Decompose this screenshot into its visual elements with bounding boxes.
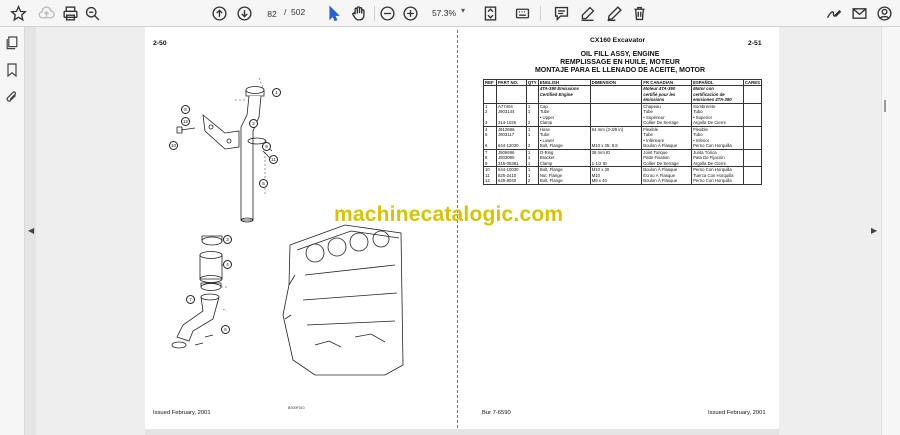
parts-table-body	[484, 86, 762, 185]
page-number-input[interactable]	[262, 6, 282, 21]
table-cell-dim: M10	[590, 173, 642, 179]
page-thumbnails-icon[interactable]	[4, 35, 21, 52]
table-cell-es: Pata De Fijación	[692, 155, 744, 161]
table-cell-part: A77404	[496, 103, 526, 109]
bookmarks-icon[interactable]	[4, 62, 21, 79]
table-cell-part: 644-10030	[496, 167, 526, 173]
document-background	[779, 27, 881, 435]
table-cell-ref: 1	[484, 103, 497, 109]
bookmark-star-icon[interactable]	[8, 3, 28, 23]
table-cell-part: J903117	[496, 132, 526, 138]
table-cell-ref: 12	[484, 178, 497, 184]
table-cell-qty: 1	[526, 103, 538, 109]
fill-sign-icon[interactable]	[823, 3, 843, 23]
page-separator: /	[284, 7, 287, 17]
table-cell-qty: 1	[526, 149, 538, 155]
table-cell-dim: M10 x 35; 8.8	[590, 143, 642, 149]
table-cell-fr: certifié pour les	[642, 92, 692, 98]
table-cell-ref: 7	[484, 149, 497, 155]
table-cell-dim: M8 x 40	[590, 178, 642, 184]
table-cell-part: 644-12030	[496, 143, 526, 149]
zoom-search-icon[interactable]	[82, 3, 102, 23]
callout-7: 7	[186, 295, 195, 304]
table-cell-qty: 1	[526, 167, 538, 173]
print-icon[interactable]	[60, 3, 80, 23]
callout-12: 12	[182, 119, 188, 124]
table-cell-qty: 2	[526, 120, 538, 126]
table-cell-fr: Boulon À Flasque	[642, 143, 692, 149]
table-cell-en: O-Ring	[538, 149, 590, 155]
table-cell-es: Junta Tórica	[692, 149, 744, 155]
table-cell-ref: 3	[484, 120, 497, 126]
table-cell-en: Clamp	[538, 161, 590, 167]
table-cell-fr: Patte Fixation	[642, 155, 692, 161]
toolbar-separator	[374, 6, 375, 21]
highlight-pen-icon[interactable]	[577, 3, 597, 23]
table-cell-es: emisiones 4TA-390	[692, 97, 744, 103]
table-cell-es: Tubo	[692, 109, 744, 115]
table-cell-fr: Joint Torique	[642, 149, 692, 155]
table-cell-es: Tuerca Con Horquilla	[692, 173, 744, 179]
table-cell-en: Clamp	[538, 120, 590, 126]
table-cell-es: Perno Con Horquilla	[692, 167, 744, 173]
toolbar	[0, 0, 900, 27]
callout-8: 8	[181, 105, 190, 114]
table-cell-dim: 64 mm (3-3/8 in)	[590, 126, 642, 132]
callout-2: 2	[249, 119, 258, 128]
footer-issued-right: Issued February, 2001	[708, 410, 766, 416]
table-cell-en: Cap	[538, 103, 590, 109]
left-sidebar	[0, 27, 25, 435]
parts-exploded-drawing	[165, 75, 415, 385]
page-up-icon[interactable]	[209, 3, 229, 23]
section-title-es: MONTAJE PARA EL LLENADO DE ACEITE, MOTOR	[534, 67, 706, 74]
col-fr-canadian: FR CANADIAN	[642, 80, 692, 86]
table-cell-en: 4TA-390 Emissions	[538, 86, 590, 92]
table-cell-es: Motor con	[692, 86, 744, 92]
spread-divider	[457, 30, 458, 428]
table-cell-ref: 9	[484, 161, 497, 167]
collapse-left-arrow-icon[interactable]: ◀	[28, 226, 35, 235]
delete-trash-icon[interactable]	[629, 3, 649, 23]
table-cell-ref: 2	[484, 109, 497, 115]
table-cell-ref: 10	[484, 167, 497, 173]
account-icon[interactable]	[874, 3, 894, 23]
col-english: ENGLISH	[538, 80, 590, 86]
table-cell-qty: 1	[526, 173, 538, 179]
section-title-en: OIL FILL ASSY, ENGINE	[580, 51, 660, 58]
table-cell-en: Bolt, Flange	[538, 167, 590, 173]
attachments-paperclip-icon[interactable]	[4, 89, 21, 106]
table-cell-es: certificación de	[692, 92, 744, 98]
table-cell-es: • Inferior	[692, 138, 744, 144]
upload-cloud-icon[interactable]	[36, 3, 56, 23]
callout-4: 4	[223, 260, 232, 269]
callout-3: 3	[223, 235, 232, 244]
table-cell-qty: 1	[526, 161, 538, 167]
table-cell-ref: 6	[484, 143, 497, 149]
table-cell-qty: 2	[526, 143, 538, 149]
table-cell-fr: Écrou À Flasque	[642, 173, 692, 179]
table-cell-ref: 5	[484, 132, 497, 138]
callout-1: 1	[272, 88, 281, 97]
right-page-number: 2-51	[748, 40, 762, 47]
table-cell-part: 315-05381	[496, 161, 526, 167]
table-cell-fr: Tube	[642, 132, 692, 138]
table-cell-part: 645-8040	[496, 178, 526, 184]
document-background	[36, 27, 145, 435]
table-cell-dim: 1-1/2 ID	[590, 161, 642, 167]
callout-10: 10	[170, 143, 176, 148]
zoom-dropdown-caret-icon[interactable]: ▾	[461, 6, 466, 15]
table-cell-part: 825-2410	[496, 173, 526, 179]
table-cell-cares	[743, 178, 761, 184]
toolbar-separator	[540, 6, 541, 21]
col-ref: REF	[484, 80, 497, 86]
select-cursor-icon[interactable]	[323, 3, 343, 23]
table-cell-en: Tube	[538, 132, 590, 138]
table-cell-en: • Lower	[538, 138, 590, 144]
table-cell-dim: 38 mm ID	[590, 149, 642, 155]
callout-11: 11	[269, 155, 278, 164]
table-cell-es: Perno Con Horquilla	[692, 143, 744, 149]
table-cell-qty: 1	[526, 132, 538, 138]
table-cell-fr: • Inférieure	[642, 138, 692, 144]
table-cell-es: • Superior	[692, 115, 744, 121]
email-icon[interactable]	[849, 3, 869, 23]
table-cell-es: Argolla De Cierre	[692, 120, 744, 126]
keyboard-scroll-icon[interactable]	[512, 3, 532, 23]
table-cell-en: Bolt, Flange	[538, 178, 590, 184]
table-cell-ref: 4	[484, 126, 497, 132]
footer-issued-left: Issued February, 2001	[153, 410, 211, 416]
col-part-no: PART NO.	[496, 80, 526, 86]
table-cell-es: Sombrerete	[692, 103, 744, 109]
table-cell-en: Nut, Flange	[538, 173, 590, 179]
section-title-fr: REMPLISSAGE EN HUILE, MOTEUR	[560, 59, 680, 66]
col-espanol: ESPAÑOL	[692, 80, 744, 86]
table-cell-qty: 1	[526, 109, 538, 115]
table-cell-es: Argolla De Cierre	[692, 161, 744, 167]
footer-bur-number: Bur 7-6590	[482, 410, 511, 416]
zoom-level-input[interactable]: 57.3%	[431, 8, 457, 18]
vertical-scrollbar[interactable]	[881, 27, 900, 435]
table-cell-part: J912686	[496, 126, 526, 132]
table-cell-fr: Boulon À Flasque	[642, 178, 692, 184]
table-cell-en: • Upper	[538, 115, 590, 121]
document-header-title: CX160 Excavator	[590, 37, 646, 44]
table-cell-es: Perno Con Horquilla	[692, 178, 744, 184]
zoom-out-icon[interactable]	[377, 3, 397, 23]
parts-table	[483, 79, 762, 185]
table-row	[484, 178, 762, 184]
watermark-text: machinecatalogic.com	[334, 203, 564, 226]
table-cell-fr: Chapeau	[642, 103, 692, 109]
page-total: 502	[291, 7, 306, 17]
table-cell-part: J903144	[496, 109, 526, 115]
scrollbar-thumb[interactable]	[884, 100, 886, 112]
col-dimension: DIMENSION	[590, 80, 642, 86]
table-cell-fr: Collier De Serrage	[642, 120, 692, 126]
table-cell-ref: 8	[484, 155, 497, 161]
draw-pen-icon[interactable]	[604, 3, 624, 23]
table-cell-fr: Boulon À Flasque	[642, 167, 692, 173]
callout-9: 9	[262, 142, 271, 151]
callout-5: 5	[259, 179, 268, 188]
callout-6: 6	[221, 325, 230, 334]
table-cell-qty: 1	[526, 155, 538, 161]
page-down-icon[interactable]	[234, 3, 254, 23]
fit-page-icon[interactable]	[480, 3, 500, 23]
table-cell-en: Bracket	[538, 155, 590, 161]
table-cell-fr: Flexible	[642, 126, 692, 132]
table-cell-part: J906696	[496, 149, 526, 155]
table-cell-fr: Tube	[642, 109, 692, 115]
table-cell-fr: Moteur 4TA-390	[642, 86, 692, 92]
col-cares: CARES	[744, 80, 760, 85]
table-cell-en: Hose	[538, 126, 590, 132]
table-cell-fr: Collier De Serrage	[642, 161, 692, 167]
table-cell-part: J903095	[496, 155, 526, 161]
table-cell-dim: M10 x 30	[590, 167, 642, 173]
table-cell-en: Tube	[538, 109, 590, 115]
zoom-in-icon[interactable]	[400, 3, 420, 23]
table-cell-part: 314-1026	[496, 120, 526, 126]
table-cell-fr: émissions	[642, 97, 692, 103]
table-cell-es: Flexible	[692, 126, 744, 132]
left-page-number: 2-50	[153, 40, 167, 47]
comment-icon[interactable]	[551, 3, 571, 23]
col-qty: QTY	[527, 80, 537, 85]
table-cell-en: Bolt, Flange	[538, 143, 590, 149]
table-cell-qty: 2	[526, 178, 538, 184]
table-cell-qty: 1	[526, 126, 538, 132]
table-cell-es: Tubo	[692, 132, 744, 138]
table-cell-ref: 11	[484, 173, 497, 179]
table-cell-en: Certified Engine	[538, 92, 590, 98]
hand-pan-icon[interactable]	[348, 3, 368, 23]
drawing-number: BS00F010	[288, 406, 305, 410]
table-cell-fr: • Supérieur	[642, 115, 692, 121]
expand-right-arrow-icon[interactable]: ▶	[871, 226, 878, 235]
